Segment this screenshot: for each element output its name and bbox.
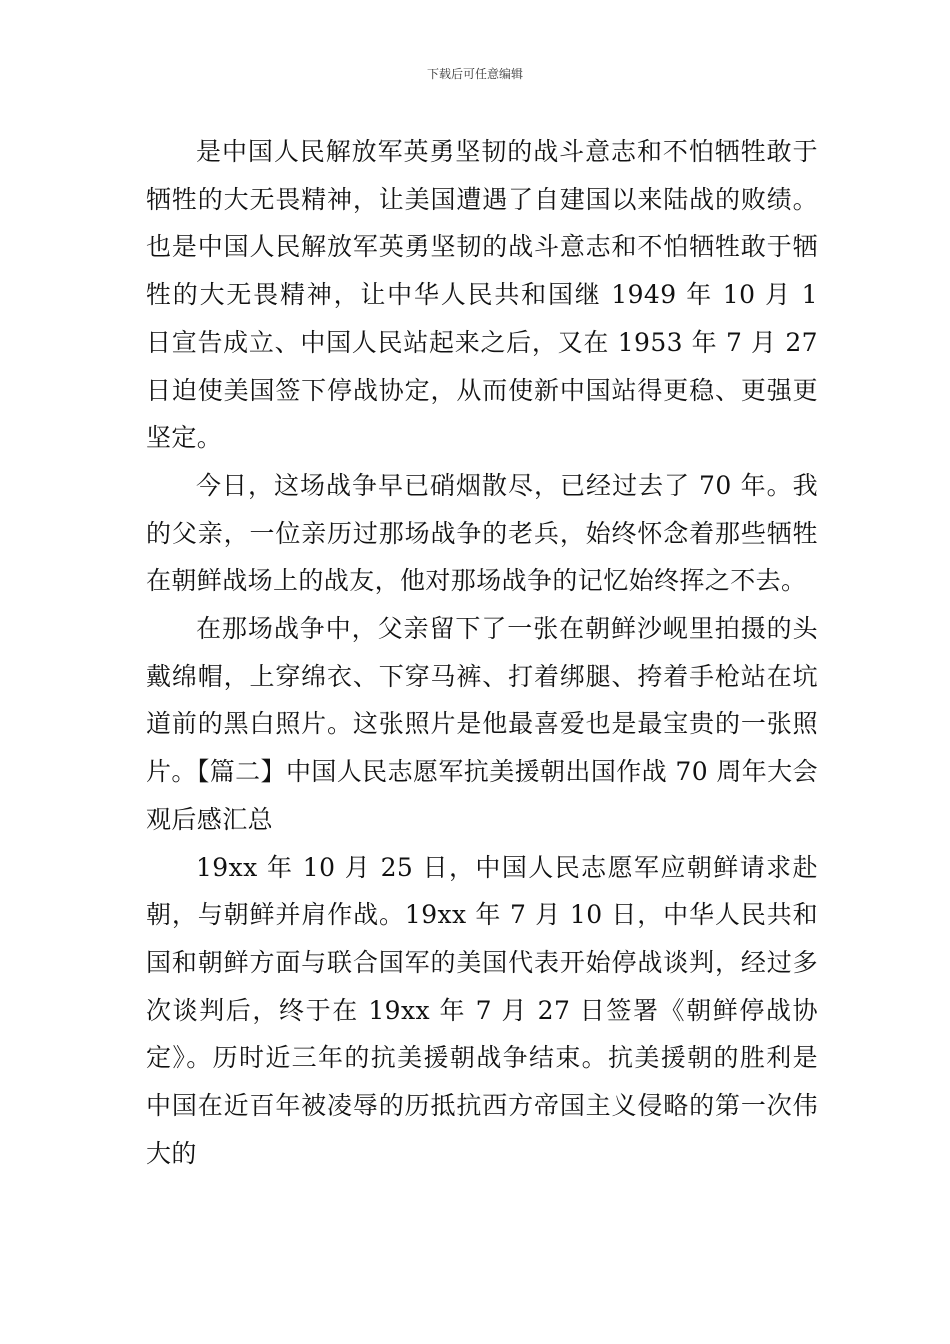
paragraph: 19xx 年 10 月 25 日，中国人民志愿军应朝鲜请求赴朝，与朝鲜并肩作战。19xx 年 7 月 10 日，中华人民共和国和朝鲜方面与联合国军的美国代表开始停战谈判，经过多次谈判后，终于在 19xx 年 7 月 27 日签署《朝鲜停战协定》。历时近三年的抗美援朝战争结束。抗美援朝的胜利是中国在近百年被凌辱的历抵抗西方帝国主义侵略的第一次伟大的 (146, 852, 818, 1168)
paragraph: 在那场战争中，父亲留下了一张在朝鲜沙岘里拍摄的头戴绵帽，上穿绵衣、下穿马裤、打着绑腿、挎着手枪站在坑道前的黑白照片。这张照片是他最喜爱也是最宝贵的一张照片。【篇二】中国人民志愿军抗美援朝出国作战 70 周年大会观后感汇总 (146, 614, 818, 834)
paragraph: 是中国人民解放军英勇坚韧的战斗意志和不怕牺牲敢于牺牲的大无畏精神，让美国遭遇了自建国以来陆战的败绩。也是中国人民解放军英勇坚韧的战斗意志和不怕牺牲敢于牺牲的大无畏精神，让中华人民共和国继 1949 年 10 月 1 日宣告成立、中国人民站起来之后，又在 1953 年 7 月 27 日迫使美国签下停战协定，从而使新中国站得更稳、更强更坚定。 (146, 137, 818, 453)
paragraph: 今日，这场战争早已硝烟散尽，已经过去了 70 年。我的父亲，一位亲历过那场战争的老兵，始终怀念着那些牺牲在朝鲜战场上的战友，他对那场战争的记忆始终挥之不去。 (146, 470, 818, 596)
document-body (146, 128, 818, 1177)
page-header-note: 下载后可任意编辑 (426, 67, 523, 81)
